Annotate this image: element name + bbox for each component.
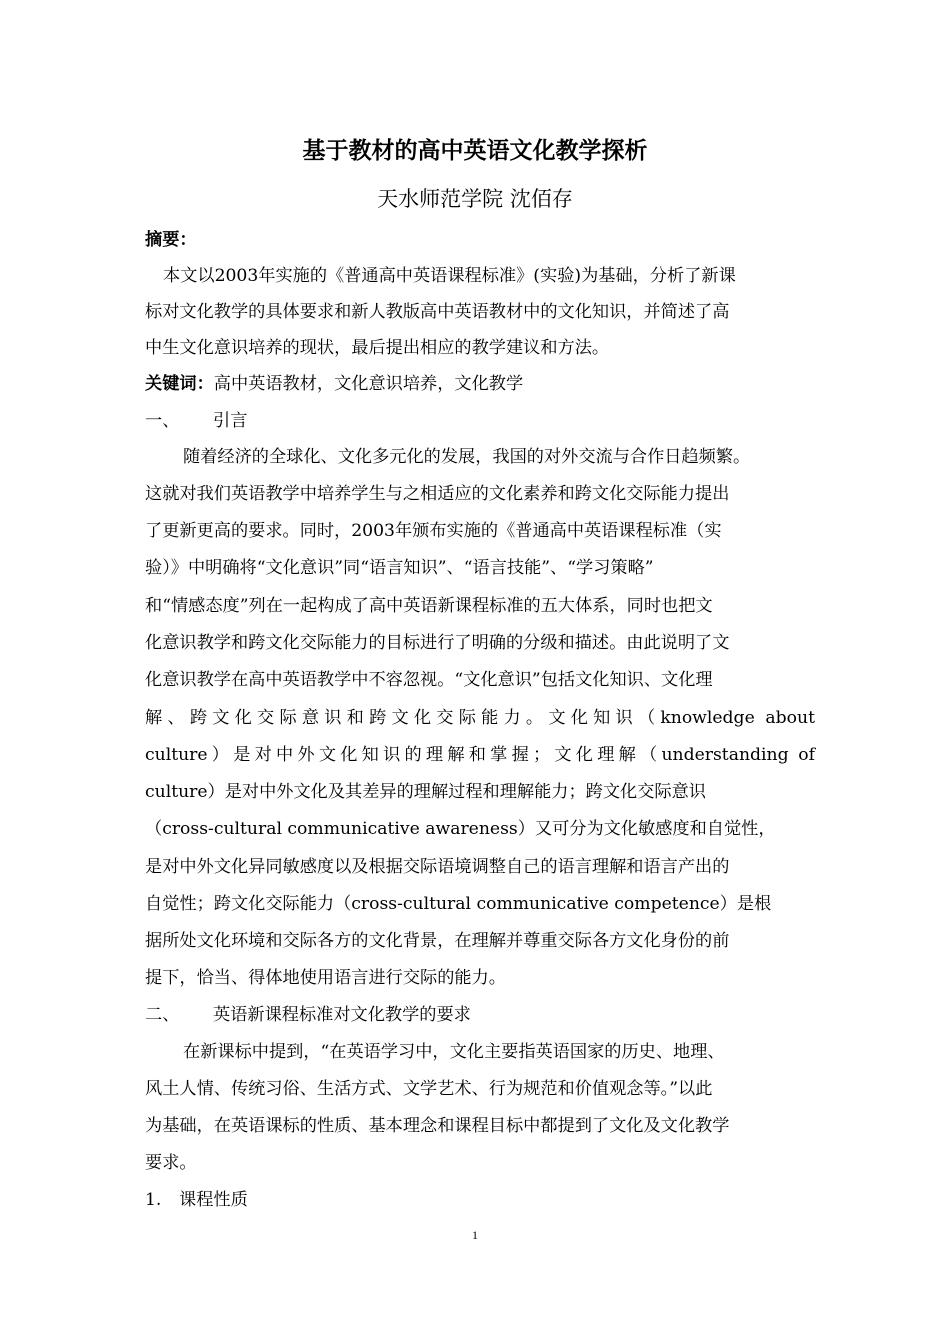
abstract-line: 标对文化教学的具体要求和新人教版高中英语教材中的文化知识，并简述了高 [145,302,730,322]
body-line: culture）是对中外文化知识的理解和掌握；文化理解（understanding of [145,745,815,765]
keywords [145,370,815,398]
body-line: 为基础，在英语课标的性质、基本理念和课程目标中都提到了文化及文化教学 [145,1116,730,1136]
body-line: 是对中外文化异同敏感度以及根据交际语境调整自己的语言理解和语言产出的 [145,857,730,877]
body-line: 自觉性；跨文化交际能力（cross-cultural communicative competence）是根 [145,894,772,914]
body-line: 化意识教学和跨文化交际能力的目标进行了明确的分级和描述。由此说明了文 [145,633,730,653]
body-line: 和“情感态度”列在一起构成了高中英语新课程标准的五大体系，同时也把文 [145,596,713,616]
section-title: 引言 [213,411,248,431]
section-title: 英语新课程标准对文化教学的要求 [213,1005,471,1025]
body-line: 这就对我们英语教学中培养学生与之相适应的文化素养和跨文化交际能力提出 [145,484,730,504]
body-line: 验）》中明确将“文化意识”同“语言知识”、“语言技能”、“学习策略” [145,558,654,578]
body-line: 在新课标中提到，“在英语学习中，文化主要指英语国家的历史、地理、 [183,1042,725,1062]
body-line: 随着经济的全球化、文化多元化的发展，我国的对外交流与合作日趋频繁。 [183,447,751,467]
body-line: 风土人情、传统习俗、生活方式、文学艺术、行为规范和价值观念等。”以此 [145,1079,713,1099]
paper-title: 基于教材的高中英语文化教学探析 [302,138,648,164]
body-line: 化意识教学在高中英语教学中不容忽视。“文化意识”包括文化知识、文化理 [145,670,713,690]
section-heading [145,407,815,435]
body-line: 了更新更高的要求。同时，2003年颁布实施的《普通高中英语课程标准（实 [145,521,722,541]
keywords-label: 关键词： [145,374,214,394]
body-line: （cross-cultural communicative awareness）又可分为文化敏感度和自觉性， [145,819,776,839]
keywords-text: 高中英语教材，文化意识培养，文化教学 [213,374,524,394]
body-line: 要求。 [145,1153,197,1173]
body-line: culture）是对中外文化及其差异的理解过程和理解能力；跨文化交际意识 [145,782,706,802]
abstract-label: 摘要： [145,230,197,250]
section-number: 二、 [145,1005,180,1025]
subsection-heading [145,1186,815,1214]
section-heading [145,1001,815,1029]
abstract-line: 本文以2003年实施的《普通高中英语课程标准》(实验)为基础，分析了新课 [163,266,736,286]
body-line: 据所处文化环境和交际各方的文化背景，在理解并尊重交际各方文化身份的前 [145,931,730,951]
author-line: 天水师范学院 沈佰存 [377,187,573,211]
body-line: 提下，恰当、得体地使用语言进行交际的能力。 [145,968,506,988]
abstract-line: 中生文化意识培养的现状，最后提出相应的教学建议和方法。 [145,338,610,358]
page-number: 1 [472,1228,478,1242]
body-line: 解、跨文化交际意识和跨文化交际能力。文化知识（knowledge about [145,708,815,728]
subsection-title: 课程性质 [179,1190,248,1210]
subsection-number: 1. [145,1190,162,1210]
section-number: 一、 [145,411,180,431]
